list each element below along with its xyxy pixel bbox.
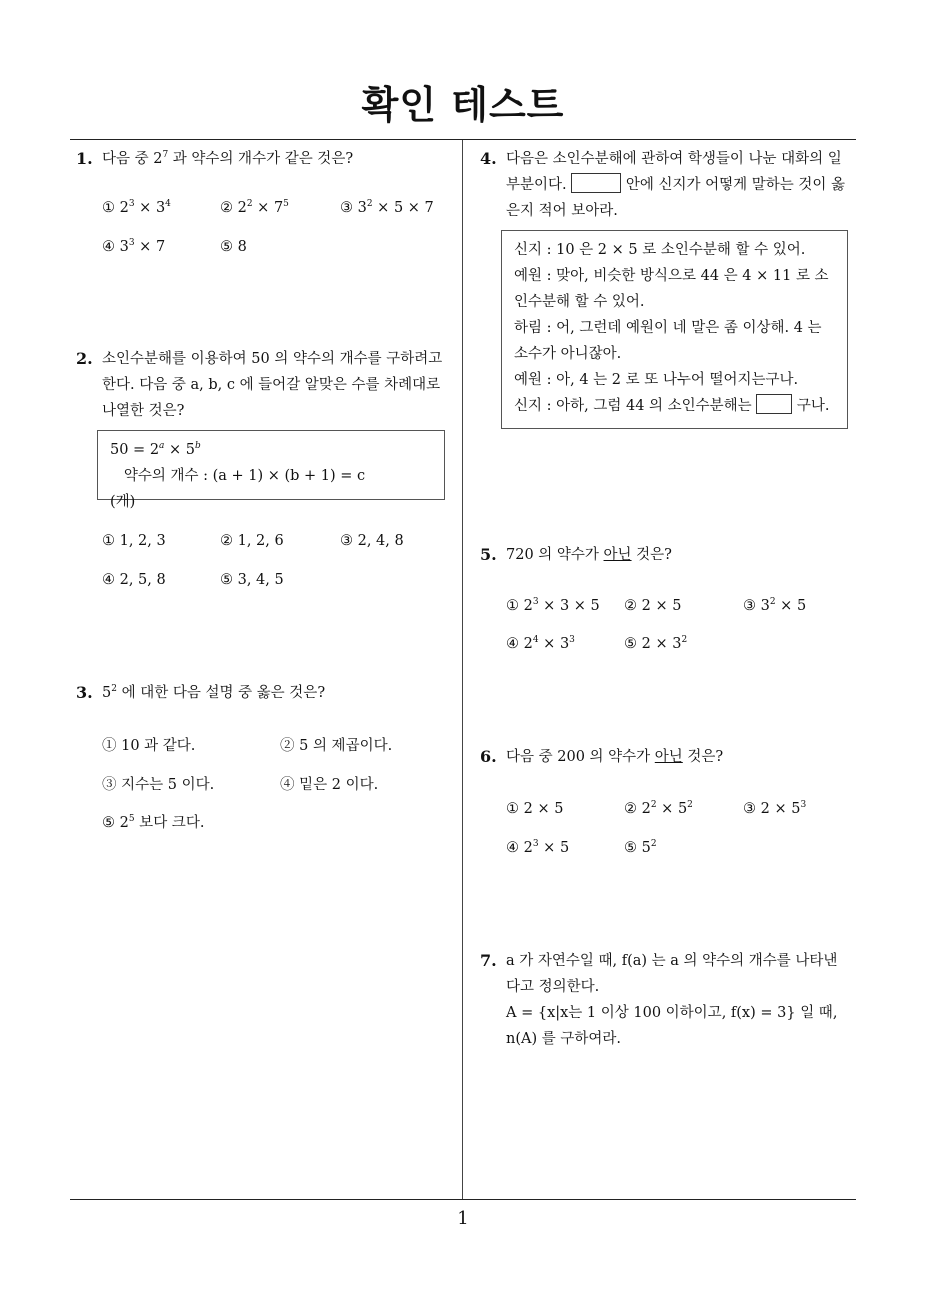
choice-4[interactable]: ④ $3^3 \times 7$ [102,238,166,255]
choice-1[interactable]: ① $2^3 \times 3^4$ [102,199,171,216]
question-number: 6. [480,747,497,766]
question-text: $5^2$ 에 대한 다음 설명 중 옳은 것은? [102,684,326,701]
question-text: a 가 자연수일 때, f(a) 는 a 의 약수의 개수를 나타낸 다고 정의한다. A = {x|x는 1 이상 100 이하이고, f(x) = 3} 일 때, n(A) 를 구하여라. [506,953,838,1047]
question-6 [480,744,860,770]
choice-5[interactable]: ⑤ 8 [220,239,247,255]
question-number: 2. [76,349,93,368]
question-text: 720 의 약수가 아닌 것은? [506,547,672,563]
choice-4[interactable]: ④ $2^3 \times 5$ [506,839,570,856]
choice-2[interactable]: ② 1, 2, 6 [220,533,284,549]
choice-4[interactable]: ④ $2^4 \times 3^3$ [506,635,575,652]
choice-2[interactable]: ② 5 의 제곱이다. [280,738,393,754]
question-4 [480,146,860,224]
choice-2[interactable]: ② 2 × 5 [624,598,682,614]
choice-5[interactable]: ⑤ $2^5$ 보다 크다. [102,814,205,831]
page-number: 1 [457,1208,469,1229]
question-number: 1. [76,149,93,168]
choice-5[interactable]: ⑤ 3, 4, 5 [220,572,284,588]
formula-box: $50 = 2^a \times 5^b$ 약수의 개수 : (a + 1) × (b + 1) = c (개) [97,430,445,500]
choice-1[interactable]: ① $2^3 \times 3 \times 5$ [506,597,600,614]
choice-5[interactable]: ⑤ $5^2$ [624,839,657,856]
bottom-rule [70,1199,856,1200]
choice-3[interactable]: ③ $3^2 \times 5$ [743,597,807,614]
choice-3[interactable]: ③ $2 \times 5^3$ [743,800,807,817]
choice-3[interactable]: ③ 지수는 5 이다. [102,777,215,793]
top-rule [70,139,856,140]
question-number: 7. [480,951,497,970]
answer-blank [571,173,621,193]
question-text: 소인수분해를 이용하여 50 의 약수의 개수를 구하려고 한다. 다음 중 a, b, c 에 들어갈 알맞은 수를 차례대로 나열한 것은? [102,351,443,419]
choice-2[interactable]: ② $2^2 \times 5^2$ [624,800,693,817]
choice-1[interactable]: ① 2 × 5 [506,801,564,817]
choice-4[interactable]: ④ 2, 5, 8 [102,572,166,588]
question-2 [76,346,460,424]
question-number: 3. [76,683,93,702]
question-5 [480,542,860,568]
question-number: 5. [480,545,497,564]
question-1 [76,146,458,172]
question-text: 다음 중 200 의 약수가 아닌 것은? [506,749,724,765]
choice-3[interactable]: ③ $3^2 \times 5 \times 7$ [340,199,434,216]
choice-2[interactable]: ② $2^2 \times 7^5$ [220,199,289,216]
question-text: 다음 중 $2^7$ 과 약수의 개수가 같은 것은? [102,150,354,167]
question-3 [76,680,458,706]
choice-5[interactable]: ⑤ $2 \times 3^2$ [624,635,688,652]
question-number: 4. [480,149,497,168]
answer-blank [756,394,792,414]
question-7 [480,948,860,1052]
page-title: 확인 테스트 [361,83,565,127]
choice-1[interactable]: ① 1, 2, 3 [102,533,166,549]
question-text: 다음은 소인수분해에 관하여 학생들이 나눈 대화의 일 부분이다. 안에 신지가 어떻게 말하는 것이 옳 은지 적어 보아라. [506,151,846,219]
choice-1[interactable]: ① 10 과 같다. [102,738,196,754]
column-divider [462,140,463,1200]
choice-4[interactable]: ④ 밑은 2 이다. [280,777,379,793]
dialogue-box: 신지 : 10 은 2 × 5 로 소인수분해 할 수 있어. 예원 : 맞아, 비슷한 방식으로 44 은 4 × 11 로 소 인수분해 할 수 있어. 하림 : 어, 그런데 예원이 네 말은 좀 이상해. 4 는 소수가 아니잖아. 예원 : 아, 4 는 2 로 또 나누어 떨어지는구나. 신지 : 아하, 그럼 44 의 소인수분해는 구나. [501,230,848,429]
choice-3[interactable]: ③ 2, 4, 8 [340,533,404,549]
